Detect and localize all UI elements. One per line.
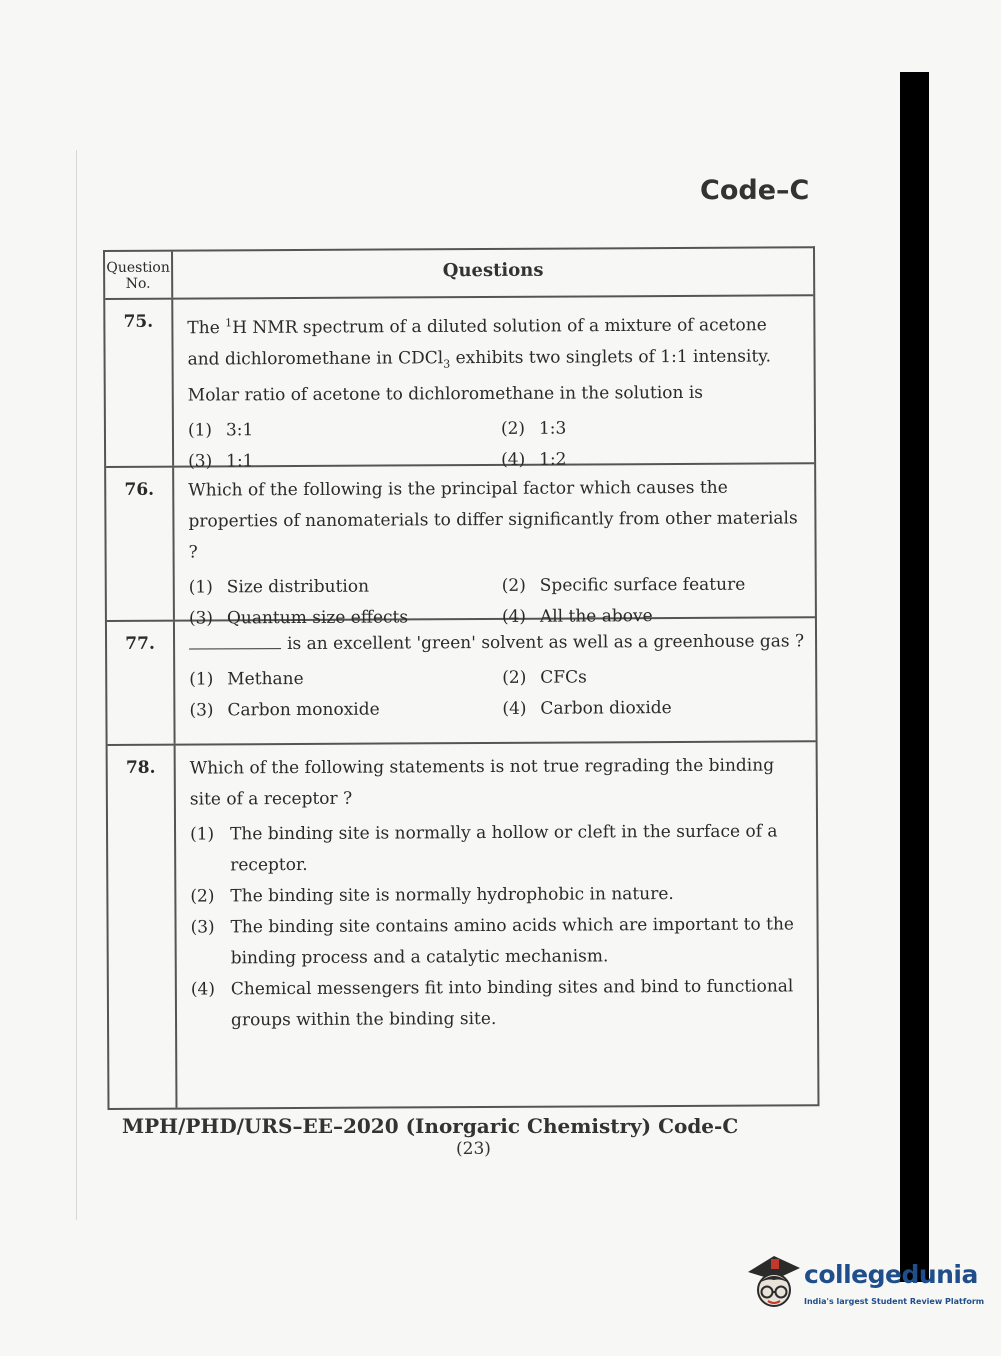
option-text: CFCs (540, 667, 587, 688)
option-number: (4) (502, 698, 527, 719)
options-list (190, 816, 807, 1036)
option-number: (3) (190, 917, 215, 938)
stem-text: is an excellent 'green' solvent as well as a greenhouse gas ? (287, 631, 805, 655)
questions-header: Questions (442, 259, 544, 282)
table-header (105, 248, 813, 300)
option-text: 1:3 (538, 418, 567, 439)
option-number: (3) (188, 451, 213, 472)
question-row-76 (106, 464, 815, 629)
option-text: The binding site contains amino acids which are important to the binding process and a catalytic mechanism. (230, 914, 794, 969)
option (502, 661, 805, 694)
question-stem: Which of the following statements is not true regrading the binding site of a receptor ? (189, 755, 775, 810)
option (189, 694, 492, 727)
question-row-78 (108, 742, 818, 1110)
option (190, 878, 806, 912)
option-number: (4) (501, 449, 526, 470)
stem-text: H NMR spectrum of a diluted solution of a mixture of acetone and dichloromethane in CDCl (187, 315, 767, 370)
option-number: (1) (189, 669, 214, 690)
option-number: (2) (190, 886, 215, 907)
option-text: All the above (539, 606, 653, 627)
subscript-3: 3 (443, 357, 451, 371)
question-body (176, 742, 818, 1107)
superscript-1: 1 (225, 316, 233, 330)
brand-tagline: India's largest Student Review Platform (804, 1297, 985, 1306)
option-text: 3:1 (225, 420, 254, 441)
option (501, 412, 804, 445)
mascot-logo-icon (744, 1250, 804, 1312)
option-number: (2) (502, 667, 527, 688)
question-body (175, 618, 816, 743)
question-body (174, 464, 815, 629)
question-stem: Which of the following is the principal factor which causes the properties of nanomaterials to differ significantly from other materials ? (188, 477, 798, 563)
option-text: Quantum size effects (226, 607, 409, 629)
option (189, 571, 492, 604)
option-text: Size distribution (226, 576, 370, 598)
option-number: (2) (500, 418, 526, 439)
option (188, 414, 491, 447)
page-edge-line (76, 150, 77, 1220)
option-number: (3) (188, 608, 214, 629)
option-text: Carbon dioxide (540, 698, 672, 719)
question-row-77 (107, 618, 816, 746)
option-number: (3) (189, 700, 214, 721)
option-number: (2) (501, 575, 526, 596)
option-text: The binding site is normally a hollow or cleft in the surface of a receptor. (230, 821, 778, 876)
option (189, 663, 492, 696)
questions-table (103, 246, 819, 1110)
question-stem (187, 304, 804, 411)
question-stem (189, 626, 805, 660)
option-text: Chemical messengers fit into binding sites and bind to functional groups within the binding site. (230, 976, 794, 1031)
option-text: Specific surface feature (539, 574, 746, 596)
scan-border-bar (900, 72, 929, 1282)
option (502, 569, 805, 602)
option-text: 1:2 (539, 449, 567, 470)
answer-blank (189, 630, 281, 649)
paper-code-label: Code–C (700, 175, 810, 206)
option-text: The binding site is normally hydrophobic in nature. (230, 884, 674, 907)
question-number: 78. (108, 746, 178, 1108)
exam-title-footer: MPH/PHD/URS–EE–2020 (Inorgaric Chemistry) Code-C (122, 1114, 739, 1138)
option-number: (1) (187, 420, 213, 441)
options-grid (189, 661, 805, 726)
question-row-75 (105, 296, 814, 472)
page-number: (23) (456, 1139, 491, 1159)
question-number: 76. (106, 468, 175, 620)
question-number: 75. (105, 300, 174, 466)
brand-name: collegedunia (804, 1260, 978, 1289)
option-text: Methane (227, 668, 304, 690)
option-number: (4) (190, 979, 216, 1000)
option (190, 909, 806, 974)
collegedunia-watermark (744, 1250, 985, 1312)
option (190, 816, 806, 881)
stem-text: The (187, 318, 226, 339)
option (191, 971, 807, 1036)
option (502, 692, 805, 725)
question-body (173, 296, 814, 472)
option-number: (1) (190, 824, 215, 845)
stem-text: exhibits two singlets of 1:1 intensity. Molar ratio of acetone to dichloromethane in the solution is (187, 346, 772, 406)
option-number: (1) (188, 577, 213, 598)
option-number: (4) (501, 606, 527, 627)
option-text: 1:1 (226, 451, 254, 472)
option-text: Carbon monoxide (227, 699, 380, 721)
question-number-header: Question No. (105, 252, 173, 298)
question-number: 77. (107, 622, 176, 744)
